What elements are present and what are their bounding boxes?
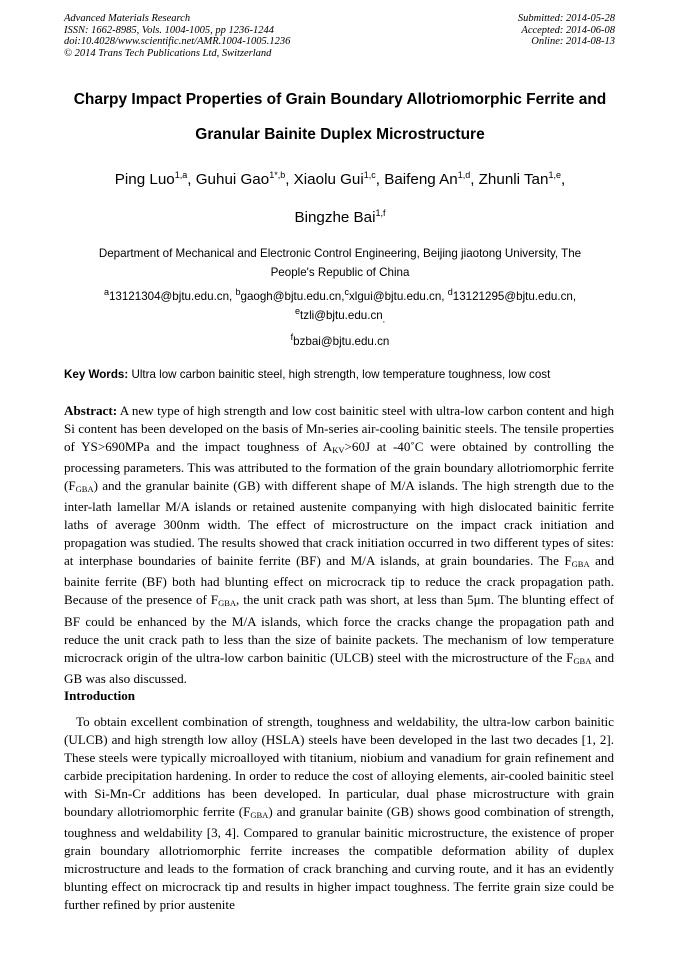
author-list-line-2 [40,208,640,226]
affiliation [72,244,608,282]
author-separator: , [187,171,196,189]
abstract-text: A new type of high strength and low cost bainitic steel with ultra-low carbon content and high Si content has been developed on the basis of Mn-series air-cooling bainitic steels. The tensile properties of YS>690MPa and the impact toughness of A [64,403,614,455]
keywords [64,368,624,381]
email-address: bzbai@bjtu.edu.cn [293,334,390,348]
abstract-text: , the unit crack path was short, at less than 5μm. The blunting effect of BF could be enhanced by the M/A islands, which force the cracks change the propagation path and reduce the unit crack path to less than the size of bainite packets. The mechanism of low temperature microcrack origin of the ultra-low carbon bainitic (ULCB) steel with the microstructure of the F [64,592,614,665]
subscript: GBA [250,810,269,821]
email-address: tzli@bjtu.edu.cn [300,308,383,322]
keywords-label: Key Words: [64,368,129,381]
email-sup: a [103,287,109,297]
author-affil-sup: 1,d [457,170,471,180]
journal-name: Advanced Materials Research [64,13,191,24]
journal-issn: ISSN: 1662-8985, Vols. 1004-1005, pp 1236-1244 [64,24,274,36]
author-affil-sup: 1,c [363,170,376,180]
author-separator: , [375,171,385,189]
introduction-text: To obtain excellent combination of strength, toughness and weldability, the ultra-low carbon bainitic (ULCB) and high strength low alloy (HSLA) steels have been developed in the last two decades [1, 2]. These steels were typically microalloyed with titanium, niobium and vanadium for grain refinement and carbide precipitation hardening. In order to reduce the cost of alloying elements, air-cooled bainitic steel with Si-Mn-Cr additions has been developed. In particular, dual phase microstructure with grain boundary allotriomorphic ferrite (F [64,714,614,820]
abstract-text: and bainite ferrite (BF) both had blunting effect on microcrack tip to reduce the crack propagation path. Because of the presence of F [64,553,614,608]
introduction-heading: Introduction [64,688,136,703]
paper-title-line-2: Granular Bainite Duplex Microstructure [195,126,485,143]
paper-title-line-1: Charpy Impact Properties of Grain Boundary Allotriomorphic Ferrite and [73,91,607,108]
abstract-label: Abstract: [64,403,118,418]
email-sup: f [290,332,294,342]
email-trailing-comma: , [382,315,385,325]
online-date: Online: 2014-08-13 [531,36,615,48]
author-separator: , [285,171,294,189]
affiliation-line-2: People's Republic of China [270,266,410,279]
author-name: Bingzhe Bai [294,209,376,227]
author-affil-sup: 1,f [375,208,386,218]
journal-header-left [64,13,290,59]
email-address: xlgui@bjtu.edu.cn, [348,289,448,303]
journal-header-right [518,13,615,48]
author-affil-sup: 1,e [548,170,561,180]
author-name: Baifeng An [384,171,458,189]
email-sup: e [295,306,301,316]
subscript: GBA [218,598,237,609]
keywords-text: Ultra low carbon bainitic steel, high strength, low temperature toughness, low cost [128,368,551,381]
email-address: 13121304@bjtu.edu.cn, [108,289,236,303]
email-address: gaogh@bjtu.edu.cn, [240,289,345,303]
abstract-text: >60J at -40˚C were obtained by controlling the processing parameters. This was attributed to the formation of the grain boundary allotriomorphic ferrite (F [64,439,614,494]
author-list [40,170,640,188]
email-line-1 [40,287,640,303]
subscript: GBA [571,559,590,570]
author-name: Ping Luo [114,171,175,189]
author-separator: , [470,171,479,189]
abstract-text: and GB was also discussed. [64,649,614,686]
submitted-date: Submitted: 2014-05-28 [517,13,615,24]
author-affil-sup: 1*,b [269,170,286,180]
journal-doi: doi:10.4028/www.scientific.net/AMR.1004-1005.1236 [64,36,291,48]
affiliation-line-1: Department of Mechanical and Electronic Control Engineering, Beijing jiaotong University, The [98,247,582,260]
subscript: GBA [75,484,94,495]
email-sup: c [344,287,349,297]
author-name: Xiaolu Gui [293,171,364,189]
email-address: 13121295@bjtu.edu.cn, [452,289,577,303]
email-sup: d [447,287,453,297]
author-name: Guhui Gao [195,171,270,189]
author-affil-sup: 1,a [174,170,188,180]
email-line-3 [40,332,640,348]
author-trailing-comma: , [560,171,566,189]
abstract [64,402,614,688]
introduction-paragraph [64,713,614,915]
email-line-2 [40,306,640,324]
subscript: GBA [573,655,592,666]
email-sup: b [235,287,241,297]
abstract-text: ) and the granular bainite (GB) with different shape of M/A islands. The high strength due to the inter-lath lamellar M/A islands or retained austenite companying with high dislocated bainitic ferrite laths of average 300nm width. The effect of microstructure on the impact crack initiation and propagation was studied. The results showed that crack initiation occurred in two different types of sites: at interphase boundaries of bainite ferrite (BF) and M/A islands, at grain boundaries. The F [64,478,614,569]
journal-copyright: © 2014 Trans Tech Publications Ltd, Switzerland [64,47,272,59]
introduction-text: ) and granular bainite (GB) shows good combination of strength, toughness and weldability [3, 4]. Compared to granular bainitic microstructure, the existence of proper grain boundary allotriomorphic ferrite increases the compatible deformation ability of duplex microstructure and leads to the formation of crack branching and curving route, and it has an evidently blunting effect on microcrack tip and results in higher impact toughness. The ferrite grain size could be further refined by prior austenite [64,804,615,913]
author-name: Zhunli Tan [478,171,549,189]
accepted-date: Accepted: 2014-06-08 [521,24,615,36]
subscript: KV [332,445,345,456]
